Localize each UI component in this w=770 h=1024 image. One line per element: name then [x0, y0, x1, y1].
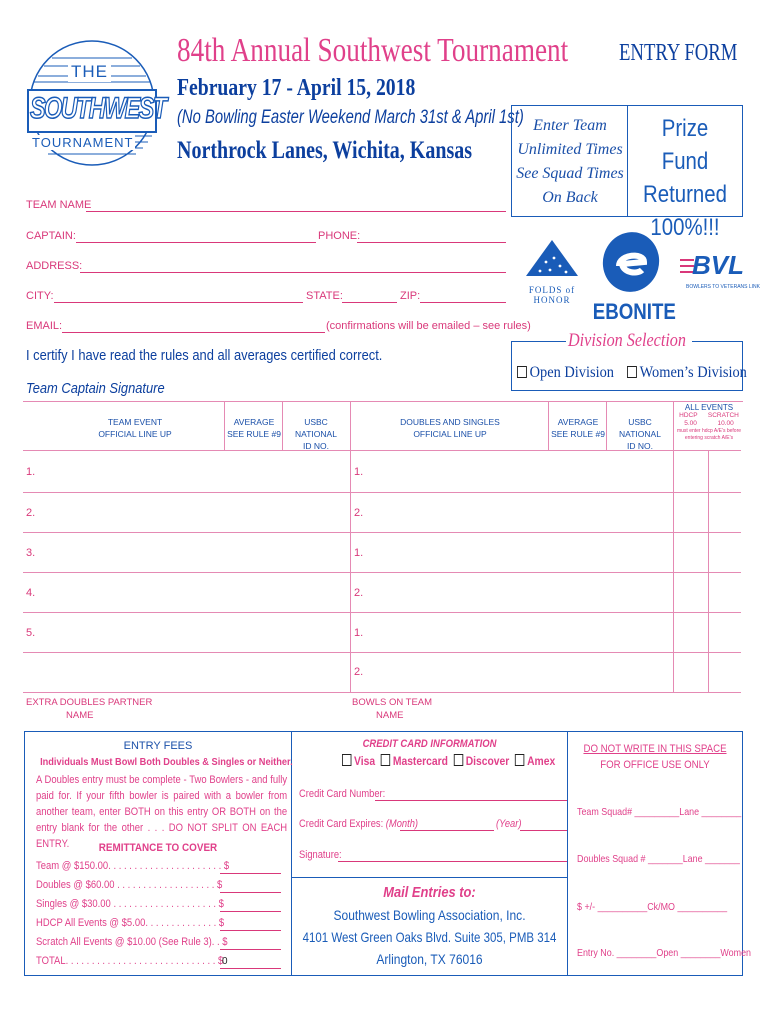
division-rule-right — [692, 341, 743, 342]
captain-label: CAPTAIN: — [26, 230, 76, 242]
all-events-label: ALL EVENTS — [684, 403, 734, 412]
prize-l3: 100%!!! — [650, 214, 720, 241]
official-lineup2-label: OFFICIAL LINE UP — [413, 429, 487, 439]
womens-division-checkbox[interactable] — [627, 366, 637, 378]
team-event-label: TEAM EVENT — [107, 417, 163, 427]
open-division-option[interactable] — [517, 364, 614, 382]
fee-label: Doubles @ $60.00 . . . . . . . . . . . . . . . . . . . $ — [36, 879, 223, 891]
all-events-header — [674, 403, 744, 442]
scratch-label: SCRATCH — [707, 412, 739, 419]
hdcp-label: HDCP — [679, 412, 698, 419]
table-row: 5. — [26, 627, 36, 639]
card-year-label: (Year) — [496, 818, 522, 830]
table-row: 2. — [354, 587, 364, 599]
table-row-rule — [23, 612, 741, 613]
captain-field[interactable] — [76, 242, 316, 243]
fee-item — [36, 955, 286, 972]
card-expires-label — [299, 818, 418, 830]
state-field[interactable] — [342, 302, 397, 303]
division-selection-title: Division Selection — [568, 330, 686, 351]
office-use-title — [578, 741, 733, 773]
fee-hdcp-field[interactable] — [220, 930, 281, 931]
amex-checkbox[interactable] — [515, 754, 524, 766]
bowls-on-team-label — [352, 696, 432, 722]
extra-partner-line1: EXTRA DOUBLES PARTNER — [26, 697, 153, 708]
card-number-field[interactable] — [375, 800, 567, 801]
table-row: 2. — [354, 666, 364, 678]
see-rule2-label: SEE RULE #9 — [551, 429, 605, 439]
easter-note: (No Bowling Easter Weekend March 31st & April 1st) — [177, 107, 524, 128]
enter-team-box — [511, 105, 628, 217]
certify-text: I certify I have read the rules and all averages certified correct. — [26, 347, 383, 364]
table-row-rule — [23, 652, 741, 653]
bowls-on-team-line1: BOWLS ON TEAM — [352, 697, 433, 708]
fee-label: Team @ $150.00. . . . . . . . . . . . . . . . . . . . . . $ — [36, 860, 230, 872]
fee-label: HDCP All Events @ $5.00. . . . . . . . . . . . . . $ — [36, 917, 225, 929]
city-field[interactable] — [54, 302, 303, 303]
logo-tournament: TOURNAMENT — [32, 135, 134, 150]
ebonite-logo — [586, 228, 676, 328]
office-title-line2: FOR OFFICE USE ONLY — [600, 759, 710, 771]
enter-team-l1: Enter Team — [533, 117, 607, 134]
mail-address-line3: Arlington, TX 76016 — [376, 951, 483, 967]
city-label: CITY: — [26, 290, 54, 302]
table-row: 1. — [354, 627, 364, 639]
fee-scratch-field[interactable] — [220, 949, 281, 950]
average2-label: AVERAGE — [557, 417, 599, 427]
email-label: EMAIL: — [26, 320, 63, 332]
card-signature-field[interactable] — [338, 861, 567, 862]
address-label: ADDRESS: — [26, 260, 83, 272]
card-year-field[interactable] — [520, 830, 567, 831]
col-divider — [282, 402, 283, 450]
col-divider — [606, 402, 607, 450]
tournament-dates: February 17 - April 15, 2018 — [177, 75, 416, 101]
logo-the: THE — [68, 62, 111, 82]
office-title-line1: DO NOT WRITE IN THIS SPACE — [583, 743, 727, 755]
table-row-rule — [23, 532, 741, 533]
table-row: 2. — [26, 507, 36, 519]
address-field[interactable] — [80, 272, 506, 273]
hdcp-fee: 5.00 — [684, 420, 697, 427]
table-row-rule — [23, 492, 741, 493]
table-row: 1. — [354, 547, 364, 559]
col-divider — [673, 402, 674, 692]
fee-team-field[interactable] — [220, 873, 281, 874]
entry-fees-title: ENTRY FEES — [123, 740, 193, 752]
amex-label: Amex — [527, 754, 556, 768]
fee-label: TOTAL. . . . . . . . . . . . . . . . . . . . . . . . . . . . . $ — [36, 955, 224, 967]
team-name-field[interactable] — [86, 211, 506, 212]
visa-label: Visa — [354, 754, 376, 768]
table-row: 3. — [26, 547, 36, 559]
enter-team-l2: Unlimited Times — [517, 141, 623, 158]
mail-address-line1: Southwest Bowling Association, Inc. — [333, 907, 526, 923]
card-month-field[interactable] — [400, 830, 494, 831]
table-row: 4. — [26, 587, 36, 599]
discover-option[interactable] — [454, 754, 510, 768]
entry-form-title: ENTRY FORM — [619, 40, 738, 66]
captain-signature-label: Team Captain Signature — [26, 380, 165, 397]
extra-partner-line2: NAME — [66, 710, 94, 721]
id-no-label: ID NO. — [303, 441, 329, 451]
enter-team-l3: See Squad Times — [516, 165, 624, 182]
id-no2-label: ID NO. — [627, 441, 653, 451]
email-note: (confirmations will be emailed – see rules) — [326, 320, 531, 332]
average-label: AVERAGE — [233, 417, 275, 427]
average-header — [226, 416, 282, 440]
team-name-label: TEAM NAME — [26, 199, 92, 211]
zip-field[interactable] — [420, 302, 506, 303]
logo-southwest: SOUTHWEST — [30, 92, 166, 125]
tournament-logo — [24, 36, 166, 171]
prize-l1: Prize Fund — [661, 115, 709, 175]
doubles-singles-header — [380, 416, 520, 440]
extra-partner-label — [26, 696, 152, 722]
card-number-label: Credit Card Number: — [299, 788, 386, 800]
table-row-rule — [23, 692, 741, 693]
prize-fund-box — [627, 105, 743, 241]
amex-option[interactable] — [515, 754, 555, 768]
fee-item — [36, 860, 286, 877]
visa-option[interactable] — [342, 754, 375, 768]
team-event-header — [80, 416, 190, 440]
fee-item — [36, 936, 286, 953]
office-team-squad: Team Squad# _________Lane ________ — [577, 806, 742, 818]
table-top-rule — [23, 401, 743, 402]
usbc-header — [284, 416, 348, 452]
entry-fees-subtitle: Individuals Must Bowl Both Doubles & Singles or Neither. — [40, 756, 293, 768]
open-division-label: Open Division — [529, 364, 615, 381]
doubles-singles-label: DOUBLES AND SINGLES — [400, 417, 500, 427]
bvl-subtext: BOWLERS TO VETERANS LINK — [686, 284, 761, 290]
see-rule-label: SEE RULE #9 — [227, 429, 281, 439]
card-expires-text: Credit Card Expires: — [299, 818, 384, 830]
discover-checkbox[interactable] — [454, 754, 463, 766]
prize-l2: Returned — [643, 181, 727, 208]
mastercard-label: Mastercard — [392, 754, 448, 768]
all-events-note2: entering scratch A/E's — [684, 435, 734, 441]
phone-field[interactable] — [357, 242, 506, 243]
table-row: 2. — [354, 507, 364, 519]
fee-total-value: 0 — [222, 956, 228, 967]
zip-label: ZIP: — [400, 290, 421, 302]
remittance-title: REMITTANCE TO COVER — [98, 842, 218, 854]
tournament-title: 84th Annual Southwest Tournament — [177, 32, 569, 69]
bowls-on-team-line2: NAME — [376, 710, 404, 721]
card-month-label: (Month) — [385, 818, 419, 830]
womens-division-label: Women’s Division — [639, 364, 747, 381]
all-events-note1: must enter hdcp A/E's before — [676, 428, 742, 434]
bvl-logo — [680, 250, 761, 294]
fee-label: Singles @ $30.00 . . . . . . . . . . . . . . . . . . . . $ — [36, 898, 224, 910]
visa-checkbox[interactable] — [342, 754, 351, 766]
fee-item — [36, 898, 286, 915]
folds-of-honor-logo — [514, 238, 590, 305]
mastercard-checkbox[interactable] — [381, 754, 390, 766]
table-header-rule — [23, 450, 741, 451]
folds-of-honor-text: FOLDS of HONOR — [528, 285, 576, 305]
mail-entries-title: Mail Entries to: — [383, 884, 476, 901]
womens-division-option[interactable] — [627, 364, 747, 382]
col-divider — [350, 402, 351, 692]
fee-label: Scratch All Events @ $10.00 (See Rule 3). . $ — [36, 936, 228, 948]
card-type-options — [342, 754, 555, 768]
state-label: STATE: — [306, 290, 343, 302]
fee-doubles-field[interactable] — [220, 892, 281, 893]
office-check: $ +/- __________Ck/MO __________ — [577, 901, 728, 913]
ebonite-text: EBONITE — [592, 299, 676, 324]
open-division-checkbox[interactable] — [517, 366, 527, 378]
official-lineup-label: OFFICIAL LINE UP — [98, 429, 172, 439]
email-field[interactable] — [62, 332, 325, 333]
office-doubles-squad: Doubles Squad # _______Lane _______ — [577, 853, 740, 865]
phone-label: PHONE: — [318, 230, 361, 242]
office-entry-no: Entry No. ________Open ________Women — [577, 947, 752, 959]
tournament-location: Northrock Lanes, Wichita, Kansas — [177, 137, 473, 164]
usbc2-label: USBC NATIONAL — [619, 417, 661, 439]
usbc2-header — [608, 416, 672, 452]
mastercard-option[interactable] — [381, 754, 448, 768]
scratch-fee: 10.00 — [717, 420, 734, 427]
card-signature-label: Signature: — [299, 849, 342, 861]
fee-item — [36, 879, 286, 896]
discover-label: Discover — [465, 754, 510, 768]
credit-card-title: CREDIT CARD INFORMATION — [362, 738, 497, 750]
entry-fees-paragraph: A Doubles entry must be complete - Two Bowlers - and fully paid for. If your fifth bowler is paired with a bowler from another team, enter BOTH on this entry OR BOTH on the entry blank for the other . . . DO NOT SPLIT ON EACH ENTRY. — [36, 774, 288, 850]
enter-team-l4: On Back — [542, 189, 598, 206]
table-row-rule — [23, 572, 741, 573]
fee-item — [36, 917, 286, 934]
table-row: 1. — [26, 466, 36, 478]
table-row: 1. — [354, 466, 364, 478]
usbc-label: USBC NATIONAL — [295, 417, 337, 439]
mail-address-line2: 4101 West Green Oaks Blvd. Suite 305, PMB 314 — [302, 929, 557, 945]
captain-signature-field[interactable] — [160, 396, 510, 397]
average2-header — [550, 416, 606, 440]
col-divider — [708, 450, 709, 692]
division-rule-left — [511, 341, 566, 342]
credit-mail-divider — [292, 877, 567, 878]
bvl-text: BVL — [692, 250, 744, 280]
col-divider — [548, 402, 549, 450]
fee-singles-field[interactable] — [220, 911, 281, 912]
fee-total-field[interactable] — [220, 968, 281, 969]
col-divider — [224, 402, 225, 450]
